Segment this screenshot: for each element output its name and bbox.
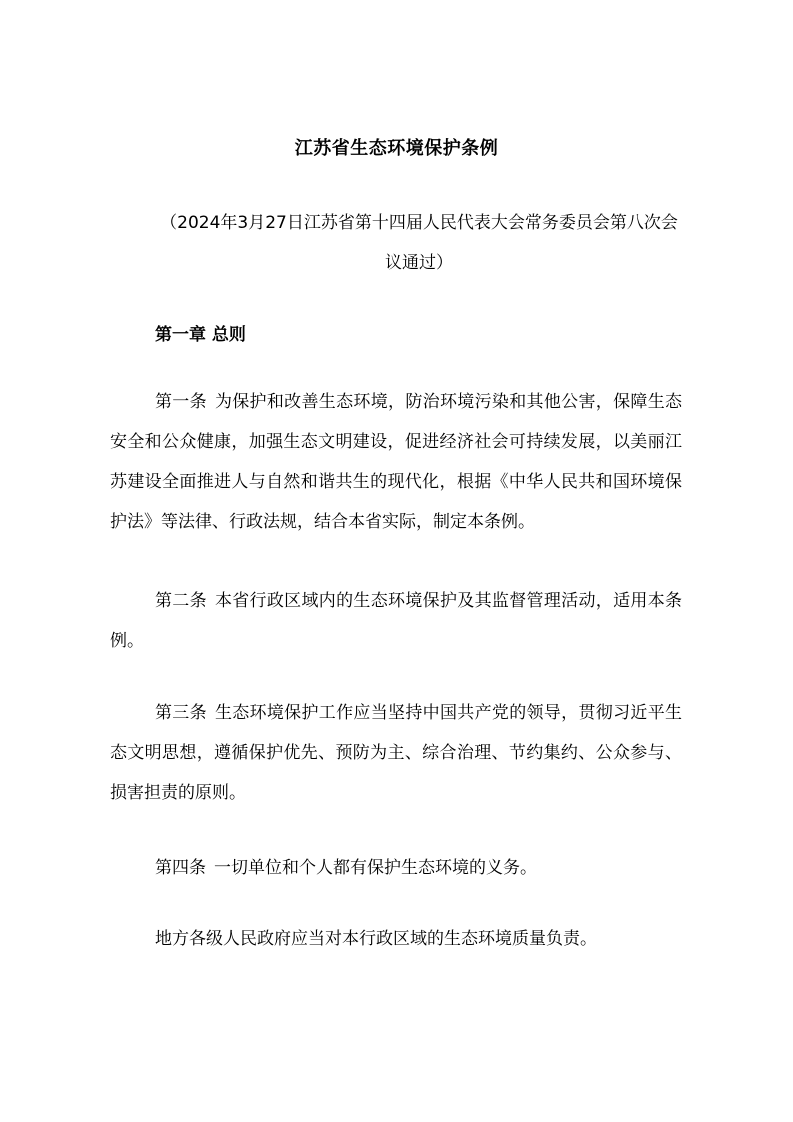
article-text: 生态环境保护工作应当坚持中国共产党的领导，贯彻习近平生态文明思想，遵循保护优先、预防为主、综合治理、节约集约、公众参与、损害担责的原则。 — [110, 703, 683, 803]
document-title: 江苏省生态环境保护条例 — [294, 138, 499, 159]
document-subtitle: （2024年3月27日江苏省第十四届人民代表大会常务委员会第八次会议通过） — [160, 213, 678, 273]
article-text: 本省行政区域内的生态环境保护及其监督管理活动，适用本条例。 — [110, 591, 683, 651]
article-text: 为保护和改善生态环境，防治环境污染和其他公害，保障生态安全和公众健康，加强生态文明建设，促进经济社会可持续发展，以美丽江苏建设全面推进人与自然和谐共生的现代化，根据《中华人民共和国环境保护法》等法律、行政法规，结合本省实际，制定本条例。 — [110, 392, 683, 532]
article-label: 第一条 — [155, 392, 207, 412]
article-label: 第四条 — [155, 858, 206, 878]
article-label: 第二条 — [155, 591, 207, 611]
article-1 — [110, 382, 682, 542]
chapter-heading: 第一章 总则 — [155, 325, 246, 345]
article-4-paragraph-2: 地方各级人民政府应当对本行政区域的生态环境质量负责。 — [155, 929, 597, 949]
article-3 — [110, 693, 682, 813]
article-text: 一切单位和个人都有保护生态环境的义务。 — [214, 858, 537, 878]
article-label: 第三条 — [155, 703, 207, 723]
article-2 — [110, 581, 682, 661]
article-4 — [110, 848, 682, 888]
